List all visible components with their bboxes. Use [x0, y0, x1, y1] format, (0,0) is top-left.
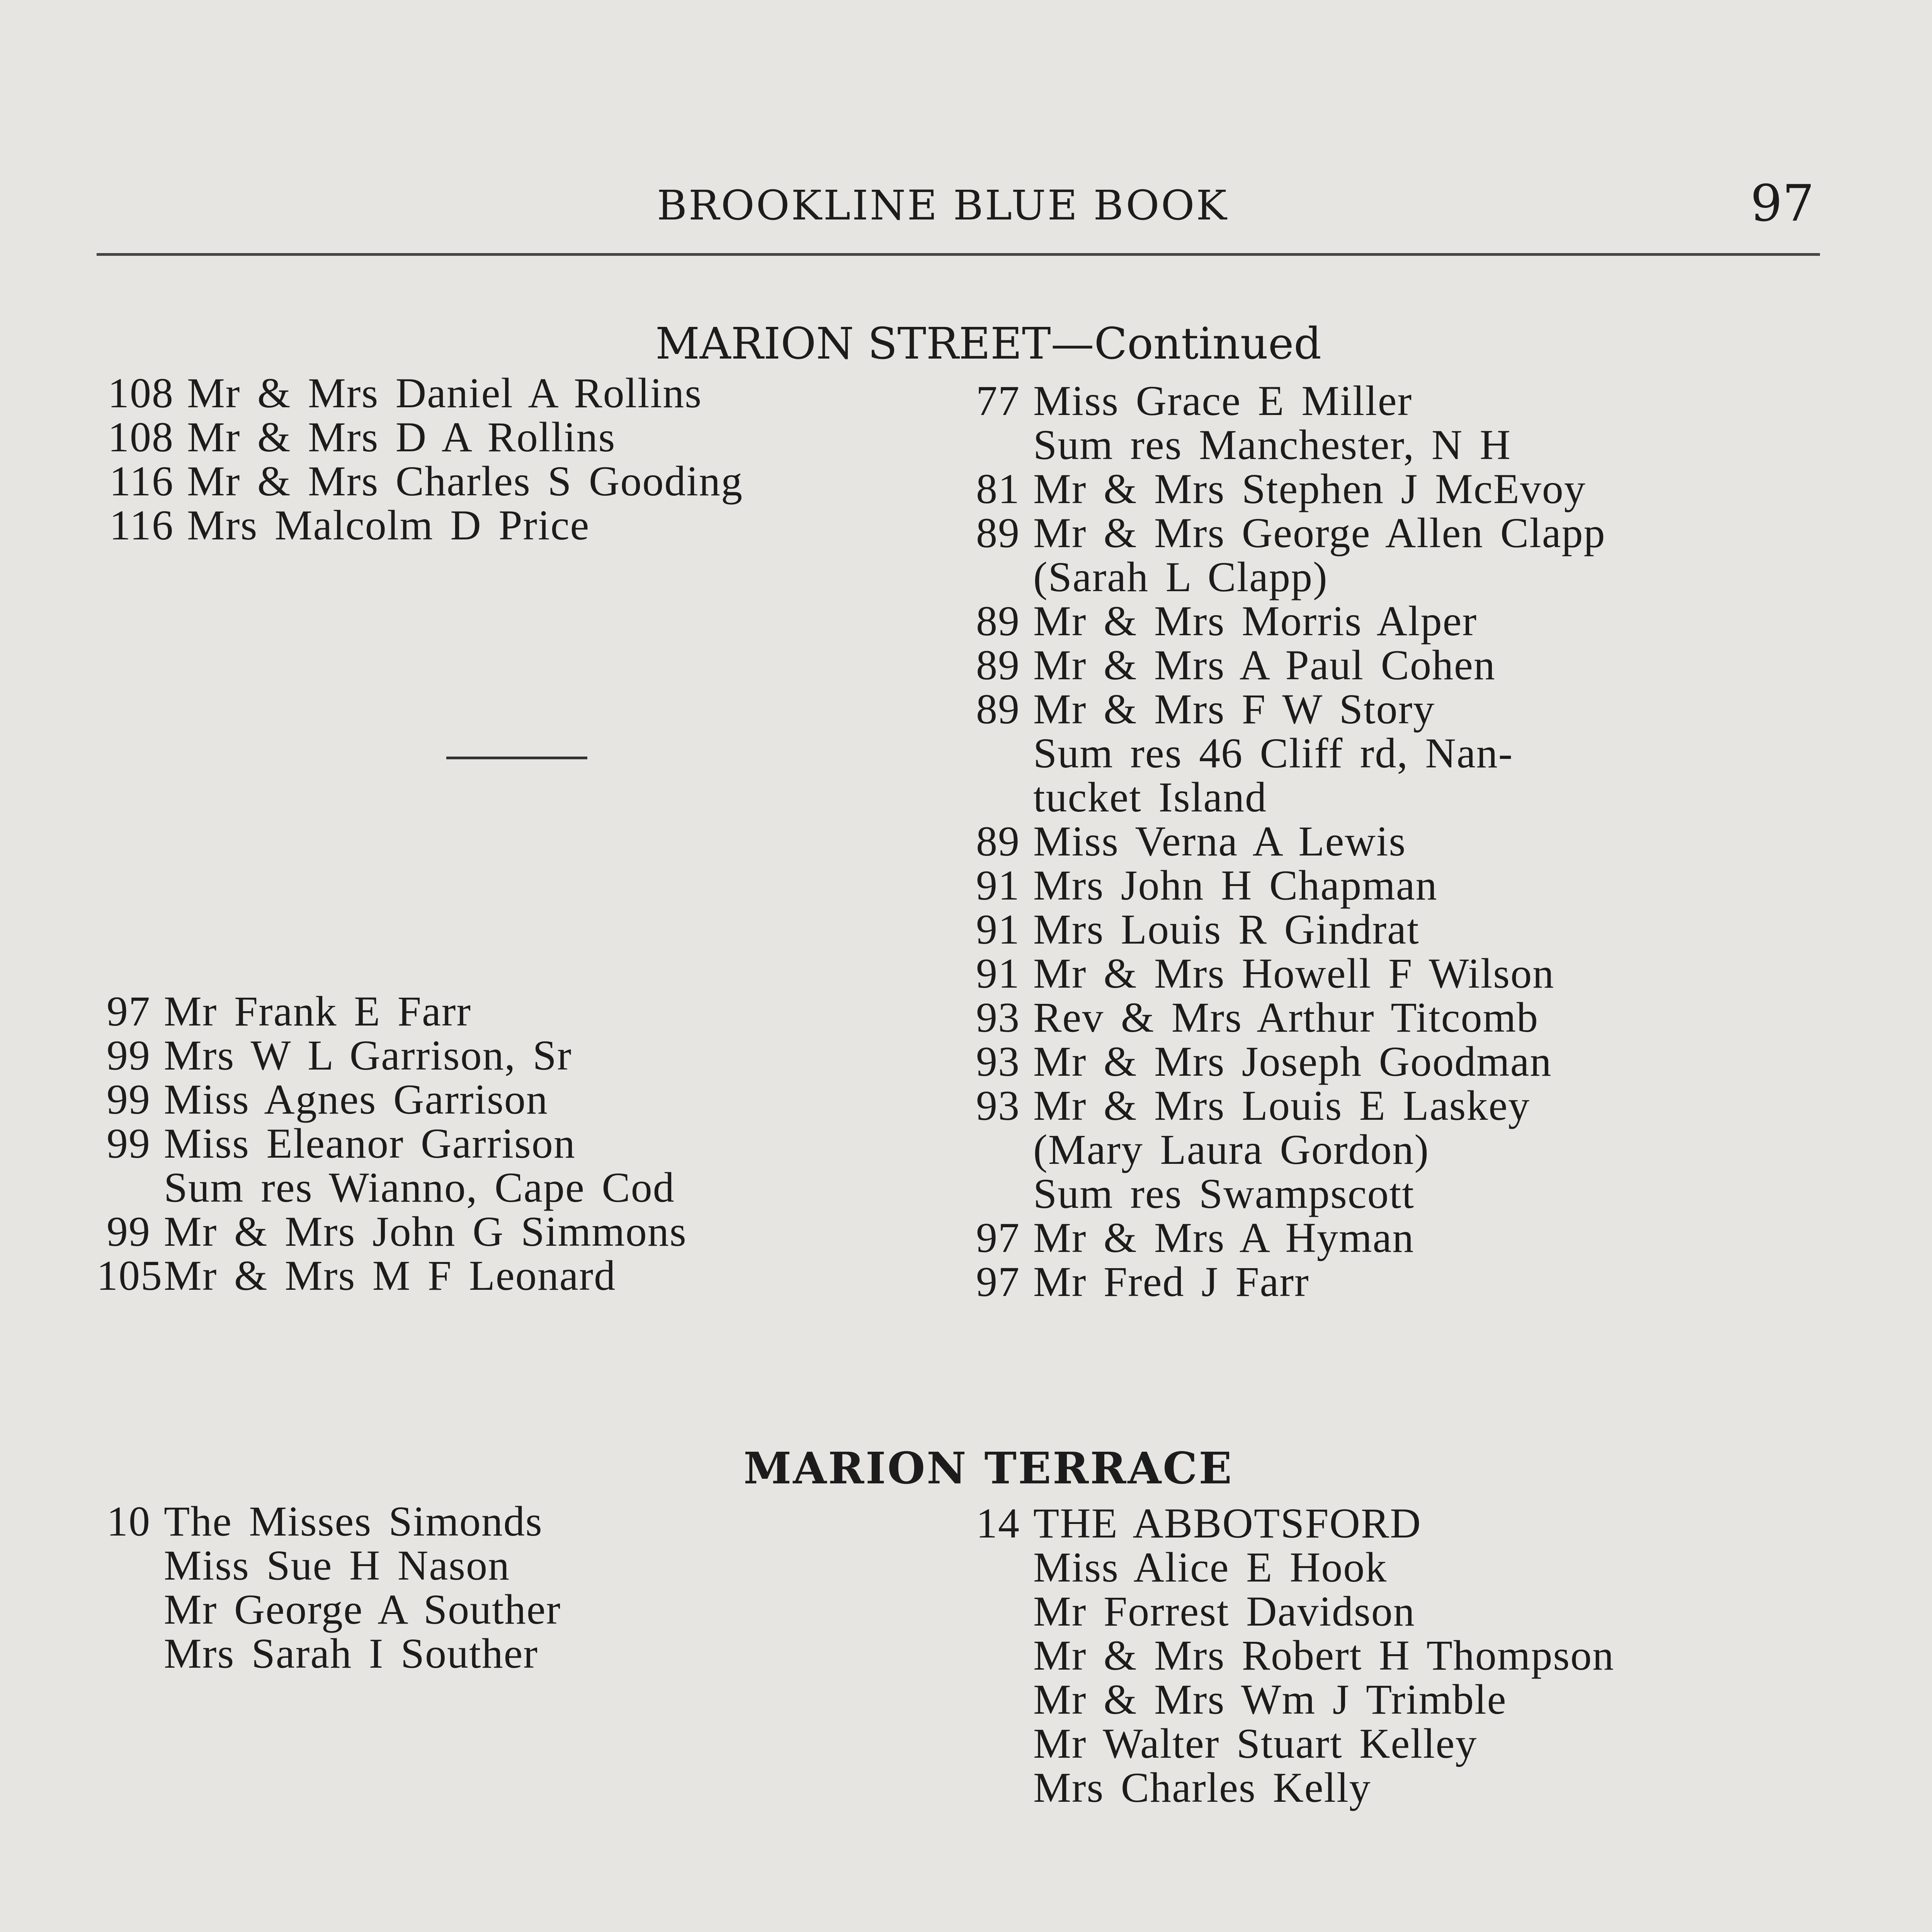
marion-street-heading: [0, 319, 1932, 369]
resident-name: Mr & Mrs M F Leonard: [164, 1252, 616, 1299]
house-number: 105: [97, 1252, 163, 1299]
house-number: 89: [976, 509, 1020, 556]
directory-entry: [97, 1631, 561, 1675]
marion-street-left-top-list: [97, 371, 743, 547]
directory-entry: [966, 1545, 1614, 1589]
resident-name: Mrs John H Chapman: [1033, 862, 1438, 909]
resident-name: Mr Fred J Farr: [1033, 1258, 1310, 1305]
directory-entry: [966, 1721, 1614, 1765]
running-head: BROOKLINE BLUE BOOK: [657, 182, 1228, 229]
directory-entry: [966, 819, 1606, 863]
directory-entry: [97, 1209, 687, 1253]
resident-name: Sum res 46 Cliff rd, Nan-: [1033, 730, 1514, 777]
marion-terrace-left-list: [97, 1499, 561, 1675]
house-number: 10: [107, 1498, 151, 1545]
directory-entry: [966, 1589, 1614, 1633]
directory-entry: [97, 459, 743, 503]
directory-entry: [966, 511, 1606, 555]
directory-entry: [966, 863, 1606, 907]
directory-entry: [966, 951, 1606, 995]
resident-name: Mr & Mrs Louis E Laskey: [1033, 1082, 1531, 1129]
directory-entry: [97, 1253, 687, 1298]
resident-name: Mr & Mrs Robert H Thompson: [1033, 1632, 1615, 1679]
resident-name: Sum res Swampscott: [1033, 1170, 1415, 1217]
house-number: 93: [976, 994, 1020, 1041]
directory-entry: [97, 415, 743, 459]
directory-entry: [97, 989, 687, 1033]
resident-name: Sum res Manchester, N H: [1033, 421, 1512, 468]
resident-name: Mr Walter Stuart Kelley: [1033, 1720, 1478, 1767]
resident-name: Miss Agnes Garrison: [164, 1076, 548, 1123]
house-number: 108: [108, 369, 174, 417]
directory-entry: [97, 503, 743, 547]
resident-name: Mrs Louis R Gindrat: [1033, 906, 1420, 953]
directory-entry: [966, 423, 1606, 467]
resident-name: Mrs Malcolm D Price: [187, 502, 590, 549]
resident-name: Miss Verna A Lewis: [1033, 818, 1406, 865]
house-number: 81: [976, 465, 1020, 512]
directory-entry: [966, 1633, 1614, 1677]
resident-name: Mr & Mrs Morris Alper: [1033, 597, 1478, 645]
resident-name: Mr George A Souther: [164, 1586, 561, 1633]
house-number: 89: [976, 818, 1020, 865]
directory-entry: [97, 1077, 687, 1121]
directory-entry: [966, 1501, 1614, 1545]
resident-name: (Sarah L Clapp): [1033, 553, 1328, 600]
directory-entry: [97, 371, 743, 415]
house-number: 93: [976, 1082, 1020, 1129]
marion-terrace-right-list: [966, 1501, 1614, 1810]
house-number: 89: [976, 641, 1020, 689]
marion-terrace-heading: MARION TERRACE: [743, 1443, 1233, 1494]
marion-street-title: MARION STREET: [655, 319, 1051, 369]
resident-name: Mr & Mrs F W Story: [1033, 685, 1435, 733]
resident-name: Miss Eleanor Garrison: [164, 1120, 576, 1167]
directory-entry: [966, 599, 1606, 643]
directory-entry: [966, 1216, 1606, 1260]
directory-entry: [966, 731, 1606, 775]
directory-entry: [97, 1033, 687, 1077]
house-number: 93: [976, 1038, 1020, 1085]
directory-entry: [966, 1128, 1606, 1172]
house-number: 89: [976, 685, 1020, 733]
resident-name: Mr & Mrs A Paul Cohen: [1033, 641, 1496, 689]
house-number: 97: [976, 1214, 1020, 1261]
house-number: 99: [107, 1120, 151, 1167]
directory-entry: [966, 1765, 1614, 1810]
directory-entry: [97, 1499, 561, 1543]
house-number: 97: [976, 1258, 1020, 1305]
resident-name: Mrs Sarah I Souther: [164, 1630, 539, 1677]
house-number: 91: [976, 862, 1020, 909]
resident-name: Miss Grace E Miller: [1033, 377, 1413, 424]
resident-name: Miss Alice E Hook: [1033, 1544, 1388, 1591]
directory-entry: [966, 467, 1606, 511]
resident-name: Mr & Mrs Daniel A Rollins: [187, 369, 702, 417]
directory-entry: [966, 1260, 1606, 1304]
house-number: 108: [108, 413, 174, 461]
resident-name: Mr & Mrs Charles S Gooding: [187, 457, 743, 505]
resident-name: Sum res Wianno, Cape Cod: [164, 1164, 675, 1211]
house-number: 91: [976, 950, 1020, 997]
section-dash: [446, 757, 587, 759]
resident-name: tucket Island: [1033, 774, 1267, 821]
resident-name: (Mary Laura Gordon): [1033, 1126, 1430, 1173]
resident-name: Mr & Mrs Joseph Goodman: [1033, 1038, 1552, 1085]
resident-name: Mrs Charles Kelly: [1033, 1764, 1371, 1811]
resident-name: Mr & Mrs A Hyman: [1033, 1214, 1415, 1261]
house-number: 91: [976, 906, 1020, 953]
house-number: 14: [976, 1500, 1020, 1547]
resident-name: Mr & Mrs Stephen J McEvoy: [1033, 465, 1586, 512]
resident-name: Mr & Mrs John G Simmons: [164, 1208, 687, 1255]
directory-entry: [966, 687, 1606, 731]
resident-name: THE ABBOTSFORD: [1033, 1500, 1422, 1547]
resident-name: Mr & Mrs George Allen Clapp: [1033, 509, 1606, 556]
page-number: 97: [1750, 174, 1815, 233]
resident-name: Mr & Mrs Howell F Wilson: [1033, 950, 1555, 997]
directory-entry: [966, 775, 1606, 819]
directory-entry: [97, 1121, 687, 1165]
directory-entry: [966, 379, 1606, 423]
directory-entry: [966, 1083, 1606, 1128]
continued-label: —Continued: [1051, 319, 1321, 369]
directory-entry: [966, 555, 1606, 599]
resident-name: Mr & Mrs D A Rollins: [187, 413, 616, 461]
directory-entry: [97, 1543, 561, 1587]
resident-name: Mr & Mrs Wm J Trimble: [1033, 1676, 1507, 1723]
header-rule: [97, 253, 1820, 256]
house-number: 99: [107, 1032, 151, 1079]
directory-entry: [966, 1677, 1614, 1721]
marion-street-left-bottom-list: [97, 989, 687, 1298]
resident-name: Mr Forrest Davidson: [1033, 1588, 1415, 1635]
house-number: 116: [109, 502, 174, 549]
house-number: 77: [976, 377, 1020, 424]
directory-entry: [966, 907, 1606, 951]
house-number: 97: [107, 988, 151, 1035]
house-number: 99: [107, 1208, 151, 1255]
house-number: 89: [976, 597, 1020, 645]
directory-entry: [966, 1039, 1606, 1083]
directory-entry: [97, 1587, 561, 1631]
resident-name: Mrs W L Garrison, Sr: [164, 1032, 572, 1079]
directory-entry: [966, 1172, 1606, 1216]
directory-entry: [966, 643, 1606, 687]
marion-street-right-list: [966, 379, 1606, 1304]
house-number: 116: [109, 457, 174, 505]
resident-name: Miss Sue H Nason: [164, 1542, 510, 1589]
directory-entry: [966, 995, 1606, 1039]
resident-name: Rev & Mrs Arthur Titcomb: [1033, 994, 1539, 1041]
directory-entry: [97, 1165, 687, 1209]
resident-name: Mr Frank E Farr: [164, 988, 472, 1035]
house-number: 99: [107, 1076, 151, 1123]
resident-name: The Misses Simonds: [164, 1498, 543, 1545]
